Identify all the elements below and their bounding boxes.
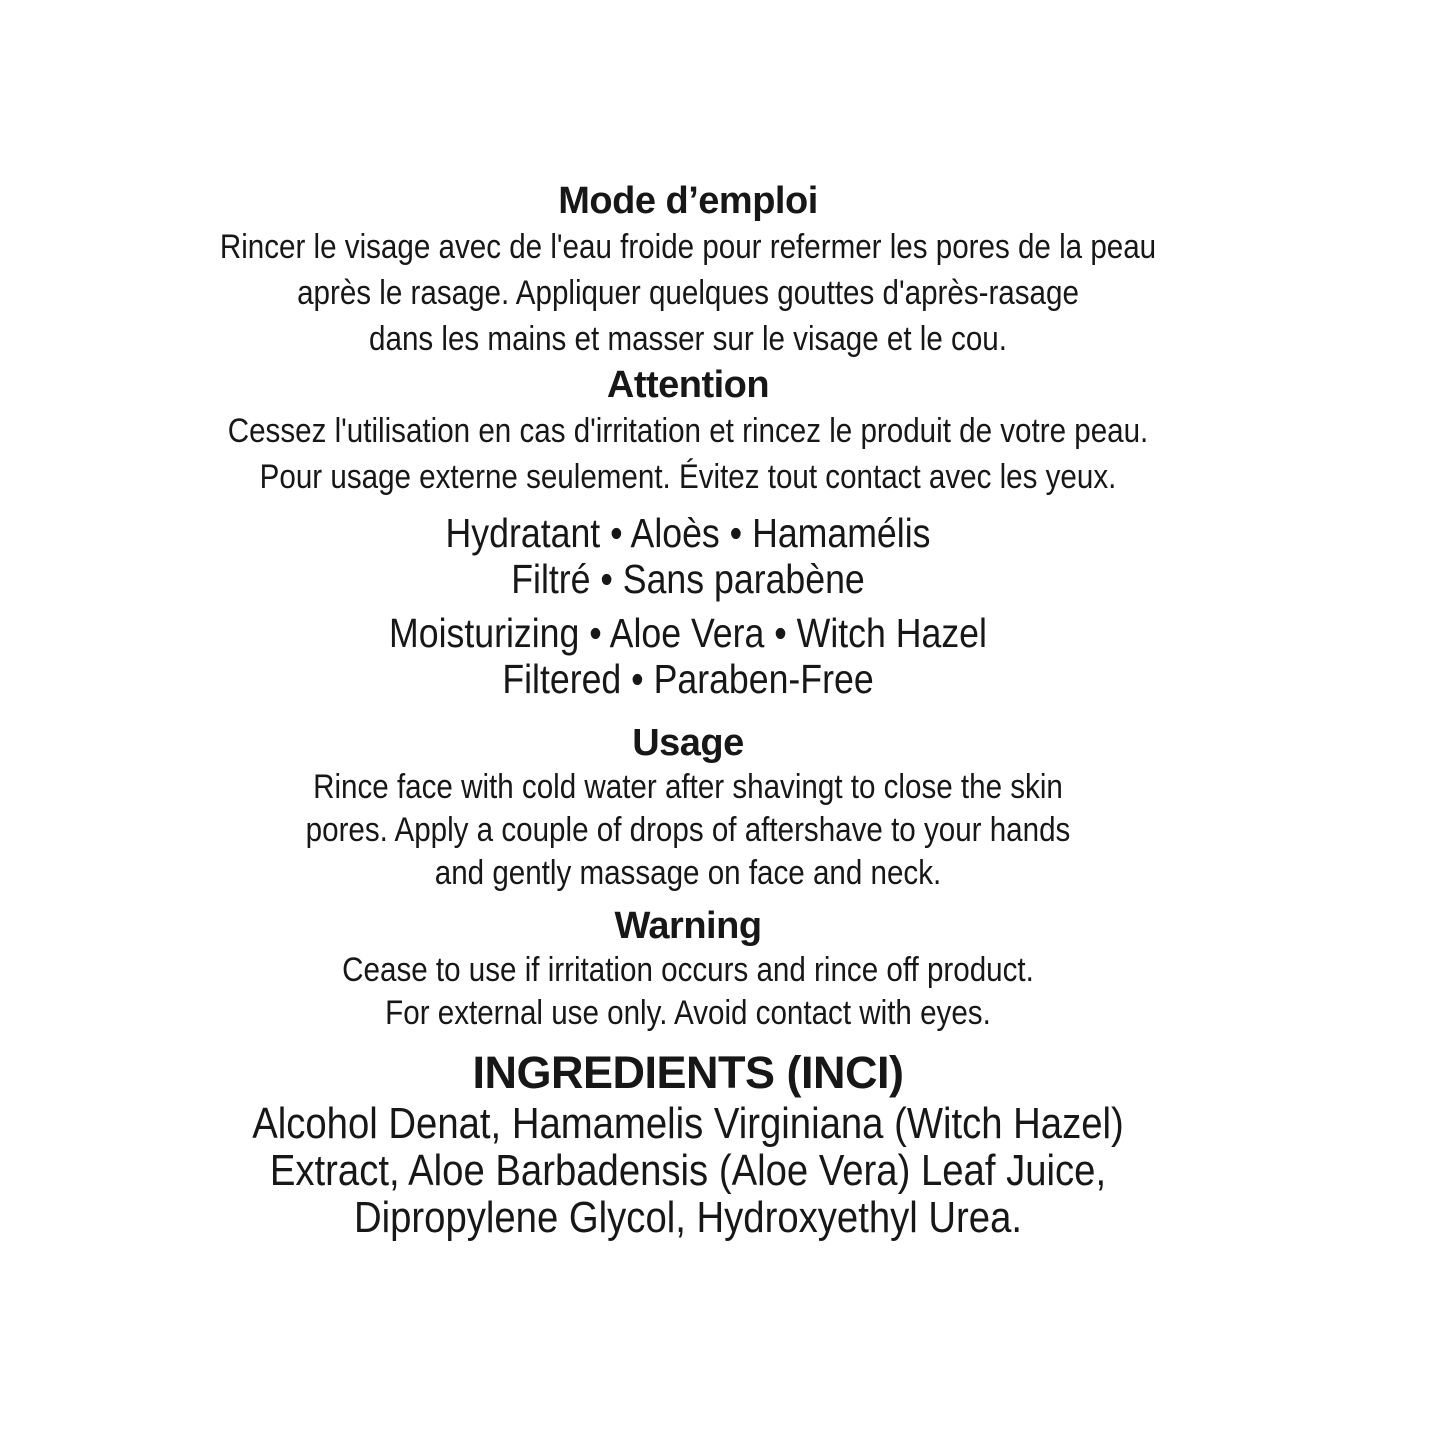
warning-fr-line: Pour usage externe seulement. Évitez tout contact avec les yeux. bbox=[259, 458, 1117, 496]
ingredients-line: Extract, Aloe Barbadensis (Aloe Vera) Leaf Juice, bbox=[269, 1146, 1107, 1195]
section-usage-en bbox=[0, 720, 1376, 895]
section-warning-en bbox=[0, 903, 1376, 1035]
warning-fr-heading: Attention bbox=[606, 364, 770, 406]
usage-en-heading: Usage bbox=[632, 722, 744, 764]
section-ingredients bbox=[0, 1045, 1376, 1241]
directions-fr-heading: Mode d’emploi bbox=[558, 180, 818, 222]
usage-en-line: and gently massage on face and neck. bbox=[434, 854, 942, 892]
usage-en-line: Rince face with cold water after shavingt to close the skin bbox=[313, 768, 1063, 806]
features-fr-line: Filtré • Sans parabène bbox=[511, 556, 865, 602]
section-features-fr bbox=[0, 510, 1376, 602]
section-directions-fr bbox=[0, 178, 1376, 362]
warning-en-line: Cease to use if irritation occurs and rince off product. bbox=[342, 951, 1034, 989]
ingredients-heading: INGREDIENTS (INCI) bbox=[472, 1047, 904, 1098]
label-text-column bbox=[0, 178, 1376, 1241]
warning-fr-line: Cessez l'utilisation en cas d'irritation et rincez le produit de votre peau. bbox=[227, 412, 1149, 450]
directions-fr-line: dans les mains et masser sur le visage et le cou. bbox=[369, 320, 1007, 358]
ingredients-line: Dipropylene Glycol, Hydroxyethyl Urea. bbox=[353, 1193, 1023, 1242]
features-fr-line: Hydratant • Aloès • Hamamélis bbox=[445, 510, 931, 556]
features-en-line: Filtered • Paraben-Free bbox=[502, 656, 874, 702]
features-en-line: Moisturizing • Aloe Vera • Witch Hazel bbox=[389, 610, 987, 656]
warning-en-heading: Warning bbox=[614, 905, 762, 947]
ingredients-line: Alcohol Denat, Hamamelis Virginiana (Witch Hazel) bbox=[252, 1099, 1124, 1148]
warning-en-line: For external use only. Avoid contact with eyes. bbox=[385, 994, 991, 1032]
usage-en-line: pores. Apply a couple of drops of aftershave to your hands bbox=[305, 811, 1071, 849]
section-features-en bbox=[0, 610, 1376, 702]
directions-fr-line: après le rasage. Appliquer quelques gouttes d'après-rasage bbox=[297, 274, 1079, 312]
directions-fr-line: Rincer le visage avec de l'eau froide pour refermer les pores de la peau bbox=[219, 228, 1157, 266]
section-warning-fr bbox=[0, 362, 1376, 500]
